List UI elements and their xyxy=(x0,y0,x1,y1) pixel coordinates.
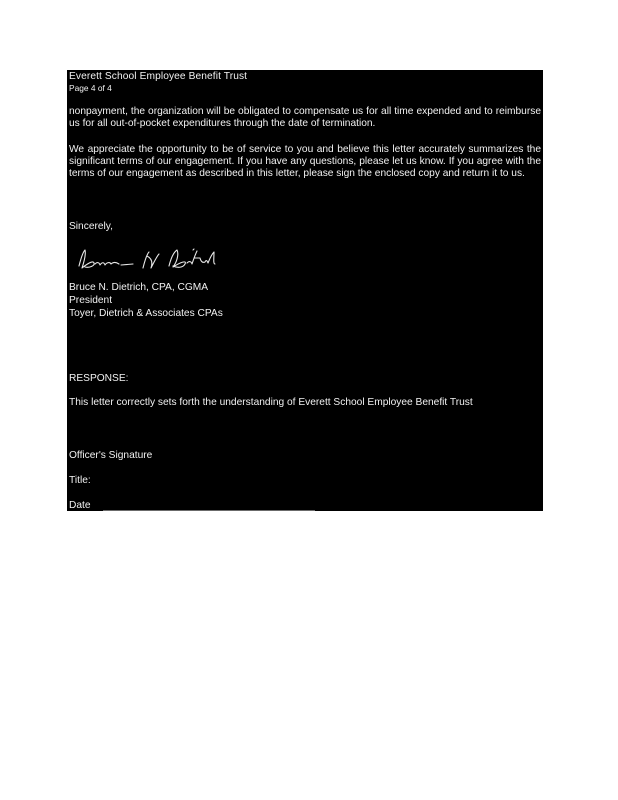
response-label: RESPONSE: xyxy=(69,373,129,384)
officer-signature-label: Officer's Signature xyxy=(69,450,153,461)
page-number: Page 4 of 4 xyxy=(69,83,112,93)
handwritten-signature xyxy=(73,244,223,274)
paragraph-appreciation: We appreciate the opportunity to be of service to you and believe this letter accurately summarizes the significant terms of our engagement. If you have any questions, please let us know. If you agree with the terms of our engagement as described in this letter, please sign the enclosed copy and return it to us. xyxy=(69,144,541,179)
letter-body xyxy=(67,70,543,511)
header-title: Everett School Employee Benefit Trust xyxy=(69,71,248,82)
signatory-title: President xyxy=(69,295,113,306)
closing: Sincerely, xyxy=(69,221,113,232)
signatory-firm: Toyer, Dietrich & Associates CPAs xyxy=(69,308,223,319)
response-text: This letter correctly sets forth the understanding of Everett School Employee Benefit Trust xyxy=(69,397,473,408)
paragraph-termination: nonpayment, the organization will be obligated to compensate us for all time expended and to reimburse us for all out-of-pocket expenditures through the date of termination. xyxy=(69,106,541,129)
title-label: Title: xyxy=(69,475,91,486)
signatory-name: Bruce N. Dietrich, CPA, CGMA xyxy=(69,282,209,293)
date-label: Date xyxy=(69,500,91,511)
date-signature-line xyxy=(103,510,315,511)
